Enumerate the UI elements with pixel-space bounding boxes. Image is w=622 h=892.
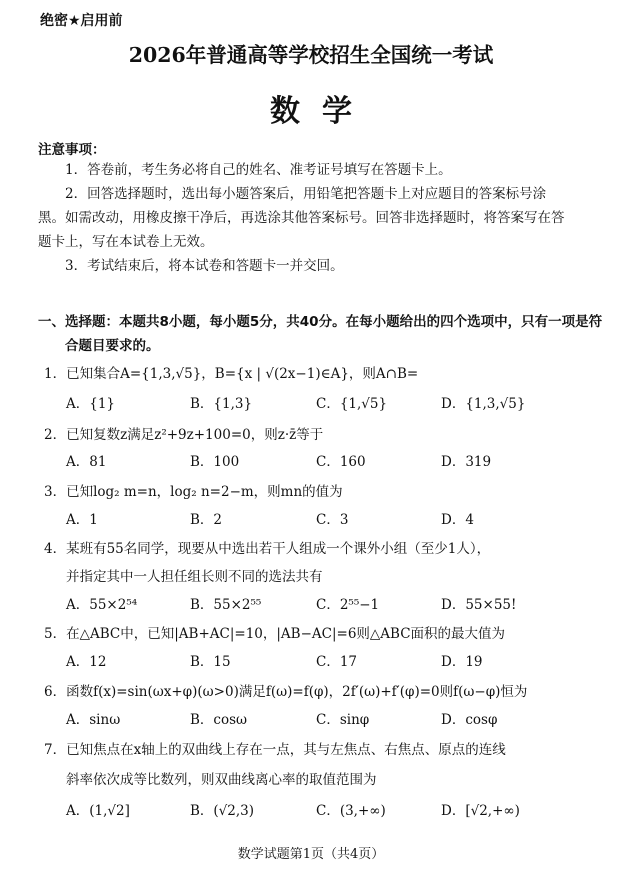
exam-title: 2026年普通高等学校招生全国统一考试 bbox=[128, 43, 494, 67]
notice-item-1: 1．答卷前，考生务必将自己的姓名、准考证号填写在答题卡上。 bbox=[65, 162, 452, 178]
question-2-option-a: A．81 bbox=[66, 454, 107, 470]
page-footer: 数学试题第1页（共4页） bbox=[237, 847, 385, 862]
notice-item-3: 3．考试结束后，将本试卷和答题卡一并交回。 bbox=[65, 258, 344, 274]
question-7-option-d: D．[√2,+∞) bbox=[441, 803, 520, 819]
question-4-stem-line-2: 并指定其中一人担任组长则不同的选法共有 bbox=[66, 569, 323, 585]
question-4-option-b: B．55×2⁵⁵ bbox=[190, 597, 262, 613]
section-heading: 一、选择题：本题共8小题，每小题5分，共40分。在每小题给出的四个选项中，只有一项是符合题目要求的。 bbox=[38, 314, 603, 354]
confidential-label: 绝密★启用前 bbox=[40, 13, 123, 29]
question-7-stem-line-2: 斜率依次成等比数列，则双曲线离心率的取值范围为 bbox=[66, 772, 377, 788]
question-2-stem: 2．已知复数z满足z²+9z+100=0，则z·z̄等于 bbox=[44, 427, 324, 443]
question-5-option-d: D．19 bbox=[441, 654, 483, 670]
notice-heading: 注意事项： bbox=[38, 142, 106, 158]
question-4-option-d: D．55×55! bbox=[441, 597, 517, 613]
question-1-option-d: D．{1,3,√5} bbox=[441, 396, 526, 412]
question-6-option-c: C．sinφ bbox=[316, 712, 370, 728]
question-5-option-b: B．15 bbox=[190, 654, 231, 670]
question-6-stem: 6．函数f(x)=sin(ωx+φ)(ω>0)满足f(ω)=f(φ)，2f′(ω)+f′(φ)=0则f(ω−φ)恒为 bbox=[44, 684, 528, 700]
question-4-option-a: A．55×2⁵⁴ bbox=[66, 597, 138, 613]
question-7-option-a: A．(1,√2] bbox=[66, 803, 130, 819]
question-2-option-d: D．319 bbox=[441, 454, 492, 470]
question-4-stem-line-1: 4．某班有55名同学，现要从中选出若干人组成一个课外小组（至少1人）， bbox=[44, 541, 491, 557]
question-6-option-d: D．cosφ bbox=[441, 712, 498, 728]
question-7-option-b: B．(√2,3) bbox=[190, 803, 255, 819]
question-6-option-a: A．sinω bbox=[66, 712, 121, 728]
question-6-option-b: B．cosω bbox=[190, 712, 248, 728]
question-3-option-b: B．2 bbox=[190, 512, 223, 528]
question-3-option-c: C．3 bbox=[316, 512, 349, 528]
question-7-option-c: C．(3,+∞) bbox=[316, 803, 386, 819]
question-2-option-c: C．160 bbox=[316, 454, 366, 470]
question-1-option-a: A．{1} bbox=[66, 396, 116, 412]
question-7-stem-line-1: 7．已知焦点在x轴上的双曲线上存在一点，其与左焦点、右焦点、原点的连线 bbox=[44, 742, 506, 758]
question-4-option-c: C．2⁵⁵−1 bbox=[316, 597, 380, 613]
notice-item-2: 2．回答选择题时，选出每小题答案后，用铅笔把答题卡上对应题目的答案标号涂黑。如需改动，用橡皮擦干净后，再选涂其他答案标号。回答非选择题时，将答案写在答题卡上，写在本试卷上无效。 bbox=[38, 186, 565, 250]
subject-title: 数学 bbox=[270, 94, 374, 129]
question-5-stem: 5．在△ABC中，已知|AB+AC|=10，|AB−AC|=6则△ABC面积的最大值为 bbox=[44, 626, 506, 642]
question-1-option-c: C．{1,√5} bbox=[316, 396, 388, 412]
question-5-option-a: A．12 bbox=[66, 654, 107, 670]
question-1-stem: 1．已知集合A={1,3,√5}，B={x | √(2x−1)∈A}，则A∩B= bbox=[44, 366, 419, 382]
question-2-option-b: B．100 bbox=[190, 454, 240, 470]
question-3-stem: 3．已知log₂ m=n，log₂ n=2−m，则mn的值为 bbox=[44, 484, 343, 500]
question-3-option-a: A．1 bbox=[66, 512, 98, 528]
question-3-option-d: D．4 bbox=[441, 512, 474, 528]
question-1-option-b: B．{1,3} bbox=[190, 396, 253, 412]
question-5-option-c: C．17 bbox=[316, 654, 358, 670]
